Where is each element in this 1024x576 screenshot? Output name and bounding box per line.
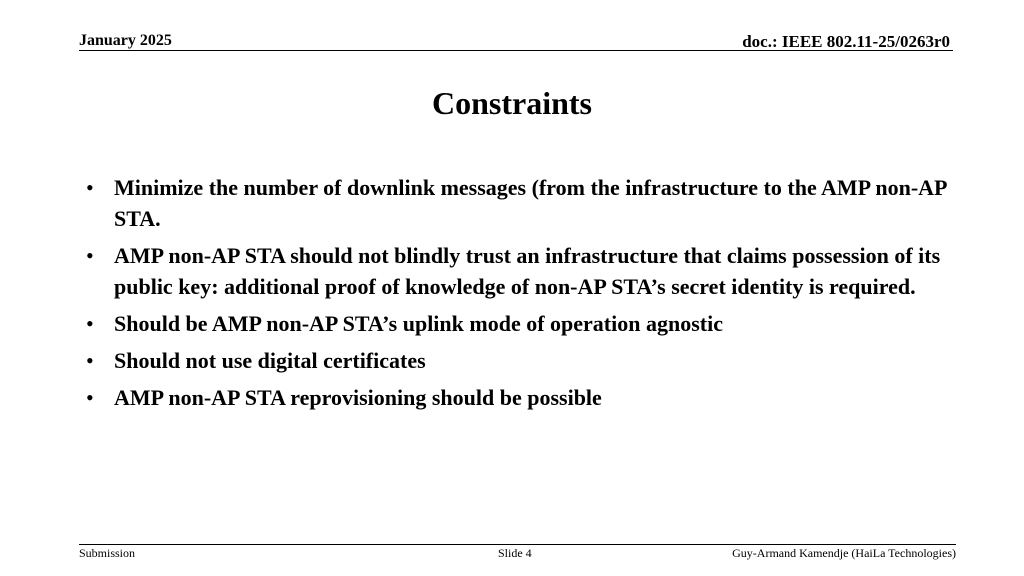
bullet-item [82, 308, 954, 339]
bullet-icon: • [86, 243, 94, 268]
footer-author: Guy-Armand Kamendje (HaiLa Technologies) [732, 546, 956, 560]
bullet-item [82, 240, 954, 302]
bullet-text: AMP non-AP STA should not blindly trust an infrastructure that claims possession of its public key: additional proof of knowledge of non-AP STA’s secret identity is required. [114, 243, 941, 299]
bullet-icon: • [86, 311, 94, 336]
bullet-icon: • [86, 175, 94, 200]
footer-divider [79, 544, 956, 545]
bullet-text: Should not use digital certificates [114, 348, 426, 373]
footer-slide-number: Slide 4 [498, 546, 532, 560]
bullet-text: AMP non-AP STA reprovisioning should be possible [114, 385, 602, 410]
bullet-icon: • [86, 348, 94, 373]
slide-title: Constraints [431, 85, 592, 121]
header-date: January 2025 [79, 32, 172, 49]
bullet-text: Minimize the number of downlink messages (from the infrastructure to the AMP non-AP STA. [114, 175, 947, 231]
bullet-list [82, 172, 954, 419]
bullet-item [82, 172, 954, 234]
footer-submission: Submission [79, 546, 136, 560]
bullet-item [82, 345, 954, 376]
bullet-text: Should be AMP non-AP STA’s uplink mode of operation agnostic [114, 311, 723, 336]
bullet-item [82, 382, 954, 413]
header-divider [79, 50, 953, 51]
bullet-icon: • [86, 385, 94, 410]
header-doc-id: doc.: IEEE 802.11-25/0263r0 [742, 32, 950, 51]
